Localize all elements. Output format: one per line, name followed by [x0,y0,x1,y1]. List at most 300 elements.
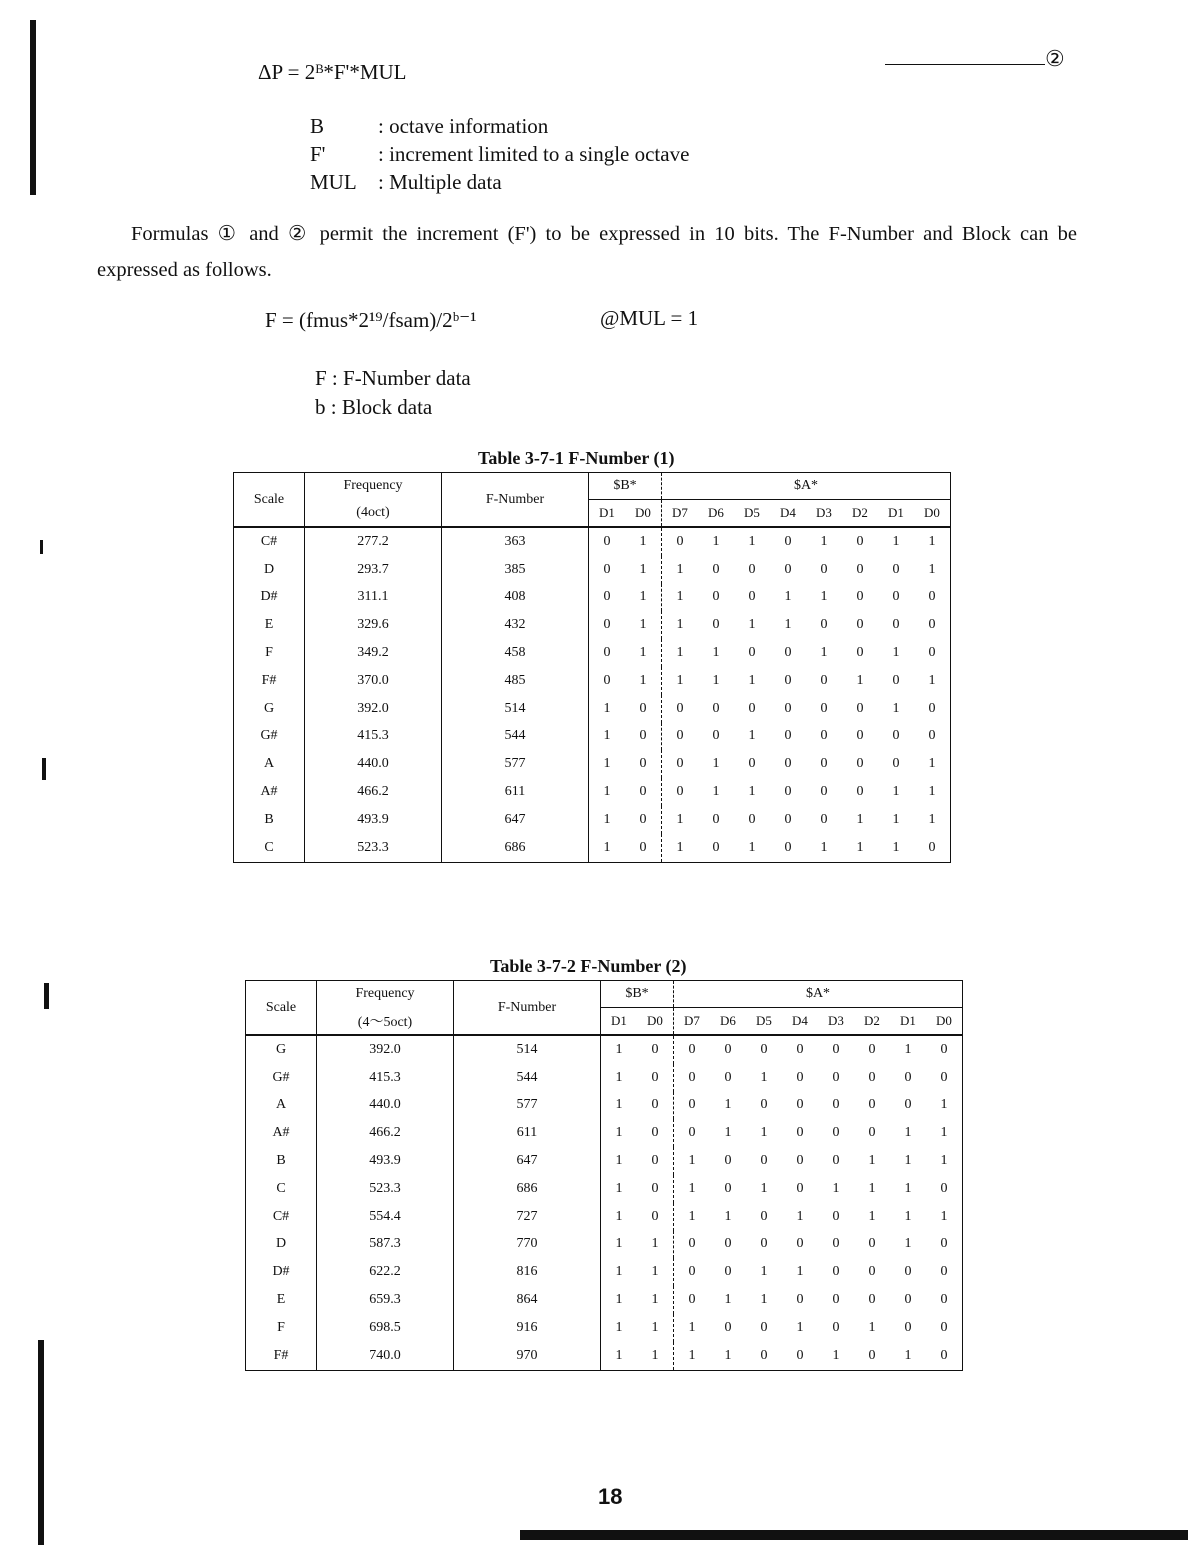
cell-bit: 0 [637,1203,674,1231]
cell-bit: 0 [748,561,756,577]
cell-bit: 0 [892,589,900,605]
cell-bit: 0 [892,756,900,772]
table-row [234,639,951,667]
cell-bit: 1 [615,1069,623,1085]
definition-row: F' : increment limited to a single octave [310,142,690,166]
cell-bit: 0 [625,723,662,751]
cell-bit: 0 [832,1208,840,1224]
cell-bit: 0 [784,811,792,827]
cell-fnumber: 686 [454,1175,601,1203]
cell-bit: 0 [904,1069,912,1085]
cell-bit: 0 [892,561,900,577]
cell-bit: 1 [820,589,828,605]
cell-fnumber: 916 [454,1314,601,1342]
formula-delta-p: ΔP = 2ᴮ*F'*MUL [258,60,407,84]
cell-bit: 0 [748,700,756,716]
cell-bit: 1 [676,811,684,827]
cell-bit: 1 [724,1347,732,1363]
cell-bit: 0 [818,1035,854,1064]
cell-fnumber: 611 [442,778,589,806]
cell-bit: 0 [928,645,936,661]
cell-bit: 1 [904,1347,912,1363]
cell-bit: 0 [856,700,864,716]
cell-scale: G# [234,723,305,751]
cell-bit: 1 [603,700,611,716]
cell-bit: 0 [712,839,720,855]
cell-bit: 1 [928,811,936,827]
cell-bit: 1 [748,672,756,688]
cell-bit: 0 [662,527,699,556]
cell-bit: 1 [676,561,684,577]
cell-fnumber: 727 [454,1203,601,1231]
cell-bit: 0 [760,1347,768,1363]
cell-bit: 1 [832,1180,840,1196]
cell-bit: 0 [856,756,864,772]
header-reg-a: $A* [674,981,963,1008]
cell-bit: 1 [676,839,684,855]
cell-bit: 0 [748,589,756,605]
cell-bit: 1 [796,1264,804,1280]
table-row [246,1342,963,1370]
cell-bit: 1 [615,1319,623,1335]
scan-mark-3 [44,983,49,1009]
definition-row: b : Block data [315,395,433,419]
header-bit: D1 [890,1008,926,1036]
cell-bit: 0 [854,1035,890,1064]
header-bit: D7 [662,500,699,528]
table-row [234,695,951,723]
cell-bit: 1 [856,672,864,688]
cell-bit: 1 [712,645,720,661]
cell-bit: 0 [760,1236,768,1252]
cell-bit: 0 [832,1264,840,1280]
cell-scale: F [246,1314,317,1342]
cell-fnumber: 611 [454,1119,601,1147]
cell-bit: 0 [637,1175,674,1203]
header-bit: D3 [818,1008,854,1036]
cell-bit: 1 [734,527,770,556]
cell-frequency: 311.1 [305,584,442,612]
cell-fnumber: 577 [454,1092,601,1120]
header-bit: D1 [601,1008,638,1036]
cell-bit: 0 [712,728,720,744]
table-row [234,556,951,584]
cell-bit: 0 [625,778,662,806]
definition-row: MUL : Multiple data [310,170,502,194]
cell-bit: 0 [760,1319,768,1335]
cell-bit: 0 [832,1319,840,1335]
cell-bit: 0 [688,1097,696,1113]
cell-fnumber: 686 [442,834,589,862]
cell-scale: G [246,1035,317,1064]
table-row [246,1258,963,1286]
cell-bit: 1 [856,839,864,855]
cell-bit: 1 [637,1231,674,1259]
cell-bit: 1 [637,1342,674,1370]
cell-bit: 1 [637,1258,674,1286]
definition-row: F : F-Number data [315,366,471,390]
cell-fnumber: 514 [442,695,589,723]
cell-bit: 0 [832,1125,840,1141]
cell-bit: 1 [892,784,900,800]
cell-bit: 0 [904,1319,912,1335]
cell-fnumber: 647 [454,1147,601,1175]
cell-bit: 0 [760,1208,768,1224]
cell-bit: 1 [904,1125,912,1141]
cell-bit: 1 [748,839,756,855]
cell-bit: 1 [892,645,900,661]
cell-bit: 0 [589,527,626,556]
cell-bit: 0 [724,1264,732,1280]
equation-number: ② [1045,46,1065,71]
cell-bit: 0 [904,1097,912,1113]
cell-scale: E [234,611,305,639]
cell-bit: 1 [615,1153,623,1169]
header-bit: D2 [842,500,878,528]
table-row [234,723,951,751]
cell-frequency: 349.2 [305,639,442,667]
cell-bit: 1 [940,1125,948,1141]
cell-bit: 1 [904,1153,912,1169]
cell-frequency: 523.3 [305,834,442,862]
cell-bit: 0 [760,1097,768,1113]
cell-scale: D# [246,1258,317,1286]
cell-bit: 0 [796,1069,804,1085]
cell-bit: 0 [868,1069,876,1085]
cell-bit: 0 [637,1064,674,1092]
cell-bit: 0 [748,811,756,827]
cell-bit: 0 [625,750,662,778]
cell-bit: 0 [820,561,828,577]
cell-scale: D [234,556,305,584]
cell-scale: A [246,1092,317,1120]
cell-bit: 0 [856,784,864,800]
cell-scale: A# [246,1119,317,1147]
cell-bit: 0 [674,1035,711,1064]
cell-bit: 1 [928,784,936,800]
cell-bit: 1 [676,617,684,633]
cell-bit: 0 [760,1153,768,1169]
scan-edge-left-top [30,20,36,195]
cell-frequency: 523.3 [317,1175,454,1203]
cell-bit: 1 [615,1292,623,1308]
header-bit: D4 [782,1008,818,1036]
equation-leader-line [885,64,1045,65]
cell-bit: 0 [746,1035,782,1064]
cell-bit: 0 [904,1292,912,1308]
cell-frequency: 698.5 [317,1314,454,1342]
cell-bit: 1 [712,672,720,688]
cell-bit: 1 [892,811,900,827]
cell-bit: 1 [878,527,914,556]
cell-bit: 0 [820,811,828,827]
cell-bit: 1 [868,1180,876,1196]
cell-frequency: 415.3 [305,723,442,751]
header-scale: Scale [234,473,305,528]
table-row [246,1064,963,1092]
cell-scale: F [234,639,305,667]
cell-fnumber: 485 [442,667,589,695]
cell-bit: 1 [603,811,611,827]
cell-bit: 1 [868,1153,876,1169]
cell-bit: 1 [760,1292,768,1308]
cell-bit: 0 [796,1292,804,1308]
cell-bit: 1 [712,784,720,800]
formula-condition: @MUL = 1 [600,306,699,330]
cell-bit: 0 [603,617,611,633]
cell-bit: 1 [868,1208,876,1224]
cell-bit: 1 [928,756,936,772]
header-bit: D3 [806,500,842,528]
cell-bit: 0 [832,1097,840,1113]
cell-bit: 1 [688,1208,696,1224]
cell-bit: 1 [625,556,662,584]
cell-bit: 1 [796,1208,804,1224]
cell-bit: 0 [712,811,720,827]
cell-frequency: 466.2 [317,1119,454,1147]
header-scale: Scale [246,981,317,1036]
cell-bit: 0 [637,1119,674,1147]
cell-bit: 0 [688,1292,696,1308]
cell-bit: 1 [940,1208,948,1224]
header-bit: D6 [698,500,734,528]
cell-bit: 1 [712,756,720,772]
scan-mark-1 [40,540,43,554]
cell-bit: 1 [724,1125,732,1141]
table-1-caption: Table 3-7-1 F-Number (1) [478,448,675,468]
cell-bit: 0 [926,1035,963,1064]
cell-bit: 1 [856,811,864,827]
cell-bit: 0 [928,589,936,605]
cell-bit: 0 [676,728,684,744]
cell-bit: 1 [760,1125,768,1141]
table-row [246,1203,963,1231]
cell-frequency: 293.7 [305,556,442,584]
cell-bit: 0 [637,1035,674,1064]
cell-bit: 1 [625,527,662,556]
header-reg-b: $B* [589,473,662,500]
cell-bit: 0 [676,700,684,716]
formula-fnumber: F = (fmus*2¹⁹/fsam)/2ᵇ⁻¹ [265,308,477,332]
header-reg-a: $A* [662,473,951,500]
cell-bit: 0 [784,645,792,661]
cell-bit: 0 [603,645,611,661]
header-fnumber: F-Number [442,473,589,528]
table-row [246,1231,963,1259]
cell-bit: 1 [832,1347,840,1363]
cell-bit: 1 [928,672,936,688]
table-row [246,1286,963,1314]
cell-bit: 0 [940,1264,948,1280]
table-2-caption: Table 3-7-2 F-Number (2) [490,956,687,976]
cell-bit: 0 [784,756,792,772]
table-row [234,527,951,556]
cell-fnumber: 816 [454,1258,601,1286]
header-frequency: Frequency [305,473,442,500]
cell-bit: 0 [625,834,662,862]
cell-bit: 1 [615,1264,623,1280]
cell-bit: 0 [603,672,611,688]
cell-bit: 1 [688,1319,696,1335]
cell-bit: 0 [856,728,864,744]
cell-bit: 1 [760,1180,768,1196]
cell-bit: 1 [603,728,611,744]
cell-bit: 0 [868,1347,876,1363]
cell-bit: 0 [724,1069,732,1085]
cell-bit: 1 [615,1180,623,1196]
cell-bit: 0 [940,1180,948,1196]
cell-bit: 1 [688,1180,696,1196]
cell-fnumber: 577 [442,750,589,778]
table-row [234,611,951,639]
cell-bit: 1 [724,1292,732,1308]
cell-bit: 0 [770,527,806,556]
cell-bit: 0 [724,1153,732,1169]
cell-bit: 0 [820,728,828,744]
cell-scale: E [246,1286,317,1314]
cell-scale: G [234,695,305,723]
cell-bit: 1 [914,527,951,556]
cell-bit: 0 [940,1347,948,1363]
cell-frequency: 277.2 [305,527,442,556]
cell-bit: 1 [676,589,684,605]
table-row [246,1119,963,1147]
header-bit: D7 [674,1008,711,1036]
cell-bit: 1 [676,645,684,661]
cell-bit: 1 [603,784,611,800]
cell-bit: 0 [832,1153,840,1169]
cell-scale: F# [234,667,305,695]
cell-bit: 0 [842,527,878,556]
table-row [234,834,951,862]
table-row [234,667,951,695]
cell-bit: 0 [796,1097,804,1113]
cell-bit: 0 [928,839,936,855]
cell-frequency: 622.2 [317,1258,454,1286]
cell-bit: 1 [603,756,611,772]
cell-bit: 0 [784,700,792,716]
cell-bit: 0 [712,700,720,716]
cell-bit: 1 [748,784,756,800]
cell-scale: D# [234,584,305,612]
cell-fnumber: 458 [442,639,589,667]
cell-bit: 0 [637,1147,674,1175]
cell-bit: 0 [603,589,611,605]
cell-bit: 1 [615,1347,623,1363]
header-frequency: Frequency [317,981,454,1008]
cell-bit: 1 [603,839,611,855]
cell-scale: C [234,834,305,862]
table-row [246,1147,963,1175]
scan-edge-bottom [520,1530,1188,1540]
cell-bit: 0 [748,645,756,661]
cell-bit: 1 [615,1208,623,1224]
cell-fnumber: 864 [454,1286,601,1314]
cell-bit: 1 [784,617,792,633]
page-number: 18 [598,1484,623,1509]
header-bit: D0 [926,1008,963,1036]
cell-bit: 0 [940,1236,948,1252]
cell-bit: 0 [856,561,864,577]
cell-bit: 0 [796,1347,804,1363]
cell-bit: 0 [820,756,828,772]
header-bit: D5 [746,1008,782,1036]
cell-bit: 0 [832,1236,840,1252]
table-row [246,1035,963,1064]
cell-bit: 1 [748,728,756,744]
header-bit: D0 [625,500,662,528]
cell-frequency: 493.9 [305,806,442,834]
table-row [234,806,951,834]
cell-bit: 1 [724,1097,732,1113]
cell-bit: 0 [796,1236,804,1252]
cell-frequency: 370.0 [305,667,442,695]
cell-bit: 1 [615,1097,623,1113]
fnumber-table-1 [233,472,951,863]
table-row [246,1092,963,1120]
cell-fnumber: 514 [454,1035,601,1064]
cell-bit: 0 [892,617,900,633]
cell-bit: 0 [688,1125,696,1141]
cell-bit: 0 [868,1292,876,1308]
cell-bit: 1 [868,1319,876,1335]
table-row [234,778,951,806]
cell-bit: 1 [676,672,684,688]
cell-scale: B [234,806,305,834]
cell-fnumber: 647 [442,806,589,834]
cell-bit: 0 [856,617,864,633]
cell-scale: F# [246,1342,317,1370]
cell-bit: 0 [784,784,792,800]
cell-fnumber: 432 [442,611,589,639]
cell-bit: 1 [892,839,900,855]
cell-scale: C# [246,1203,317,1231]
cell-bit: 0 [712,561,720,577]
cell-frequency: 440.0 [317,1092,454,1120]
header-bit: D0 [914,500,951,528]
cell-bit: 0 [820,617,828,633]
cell-bit: 0 [796,1180,804,1196]
cell-bit: 1 [904,1208,912,1224]
cell-scale: G# [246,1064,317,1092]
cell-bit: 0 [784,839,792,855]
cell-frequency: 493.9 [317,1147,454,1175]
cell-bit: 1 [940,1153,948,1169]
cell-bit: 0 [820,784,828,800]
cell-bit: 1 [748,617,756,633]
cell-bit: 0 [688,1264,696,1280]
header-bit: D4 [770,500,806,528]
cell-bit: 0 [796,1125,804,1141]
cell-bit: 0 [712,617,720,633]
cell-bit: 0 [820,700,828,716]
header-freq-unit: (4oct) [305,500,442,528]
cell-bit: 0 [625,806,662,834]
cell-bit: 0 [928,617,936,633]
cell-frequency: 392.0 [305,695,442,723]
cell-bit: 0 [784,728,792,744]
cell-frequency: 415.3 [317,1064,454,1092]
cell-bit: 0 [710,1035,746,1064]
cell-frequency: 587.3 [317,1231,454,1259]
header-bit: D0 [637,1008,674,1036]
cell-bit: 0 [784,561,792,577]
cell-fnumber: 385 [442,556,589,584]
cell-bit: 0 [856,589,864,605]
cell-bit: 0 [782,1035,818,1064]
cell-fnumber: 363 [442,527,589,556]
cell-bit: 1 [698,527,734,556]
